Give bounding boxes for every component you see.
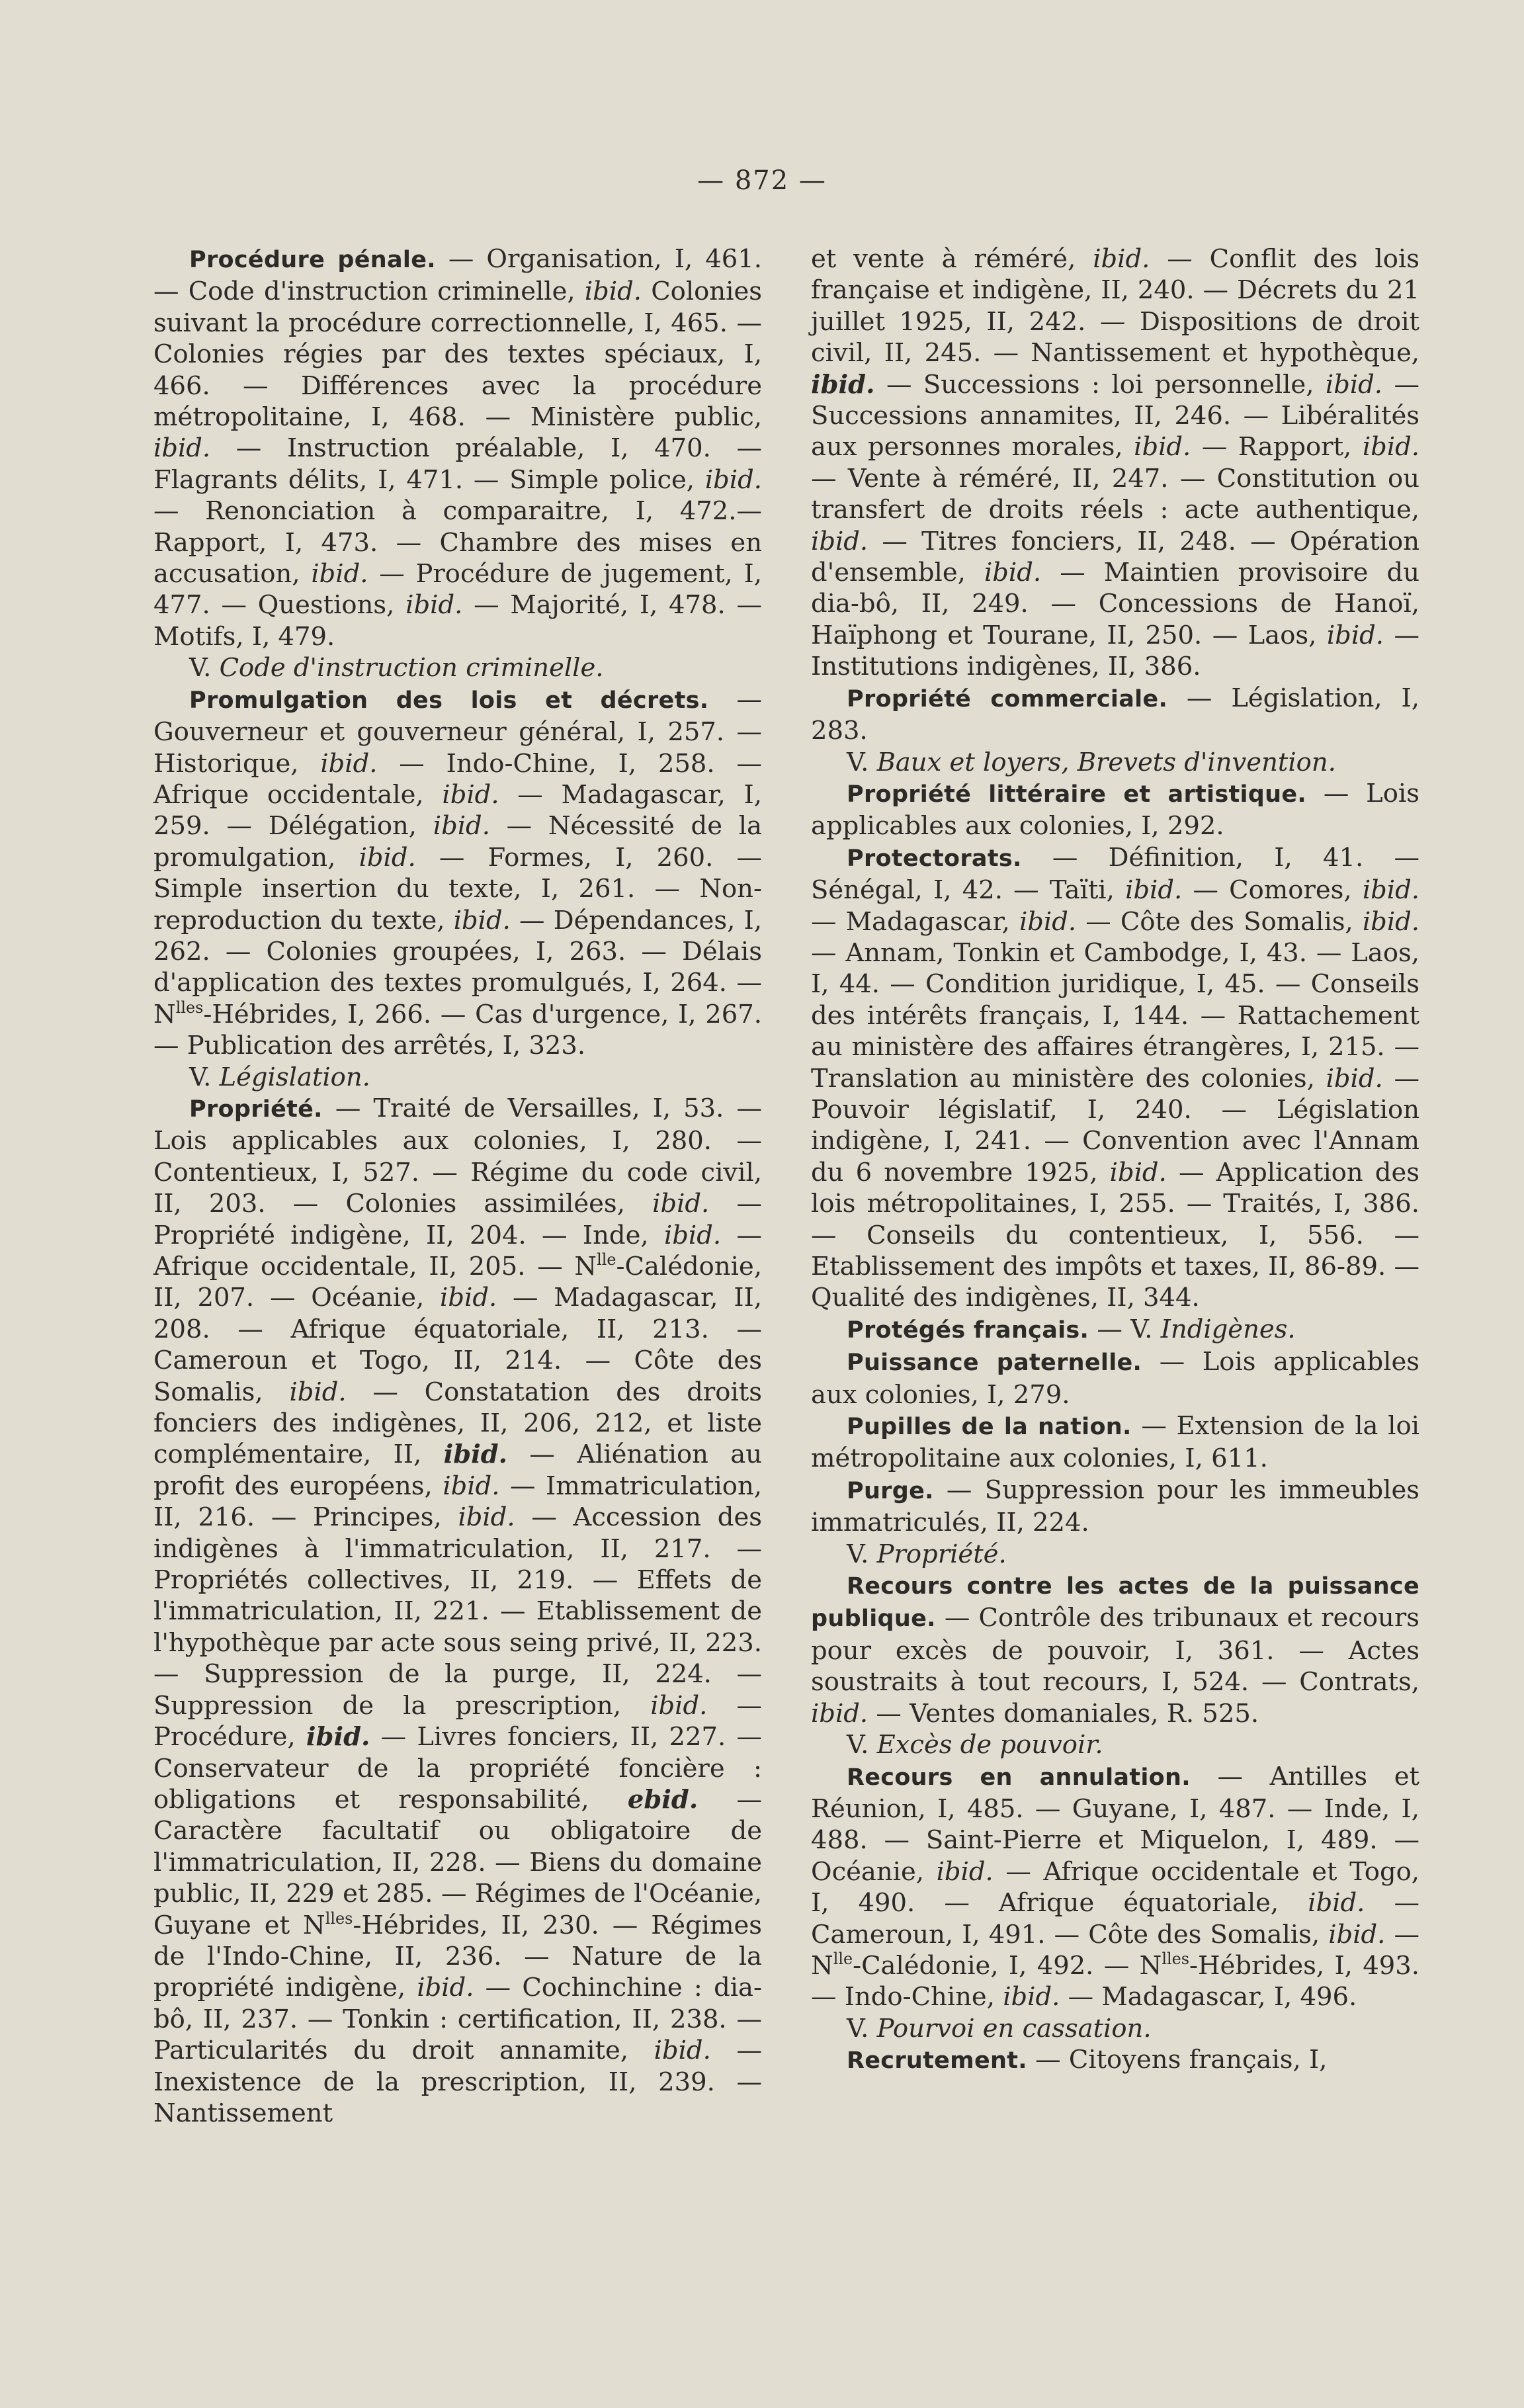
entry-heading: Recours contre les actes de la puissance publique. <box>811 1573 1419 1633</box>
index-entry-propriete: Propriété. — Traité de Versailles, I, 53. — Lois applicables aux colonies, I, 280. — Contentieux, I, 527. — Régime du code civil, II, 203. — Colonies assimilées, ibid. — Propriété indigène, II, 204. — Inde, ibid. — Afrique occidentale, II, 205. — $N^{lle}$-Calédonie, II, 207. — Océanie, ibid. — Madagascar, II, 208. — Afrique équatoriale, II, 213. — Cameroun et Togo, II, 214. — Côte des Somalis, ibid. — Constatation des droits fonciers des indigènes, II, 206, 212, et liste complémentaire, II, ibid. — Aliénation au profit des européens, ibid. — Immatriculation, II, 216. — Principes, ibid. — Accession des indigènes à l'immatriculation, II, 217. — Propriétés collectives, II, 219. — Effets de l'immatriculation, II, 221. — Etablissement de l'hypothèque par acte sous seing privé, II, 223. — Suppression de la purge, II, 224. — Suppression de la prescription, ibid. — Procédure, ibid. — Livres fonciers, II, 227. — Conservateur de la propriété foncière : obligations et responsabilité, ebid. — Caractère facultatif ou obligatoire de l'immatriculation, II, 228. — Biens du domaine public, II, 229 et 285. — Régimes de l'Océanie, Guyane et $N^{lles}$-Hébrides, II, 230. — Régimes de l'Indo-Chine, II, 236. — Nature de la propriété indigène, ibid. — Cochinchine : dia-bô, II, 237. — Tonkin : certification, II, 238. — Particularités du droit annamite, ibid. — Inexistence de la prescription, II, 239. — Nantissement <box>153 1093 763 2128</box>
page-number: — 872 — <box>697 165 827 196</box>
left-column <box>153 243 762 2129</box>
entry-heading: Puissance paternelle. <box>847 1350 1142 1377</box>
entry-heading: Pupilles de la nation. <box>847 1414 1132 1441</box>
index-entry-purge: Purge. — Suppression pour les immeubles immatriculés, II, 224. <box>811 1475 1419 1538</box>
entry-heading: Promulgation des lois et décrets. <box>189 687 709 714</box>
entry-heading: Recrutement. <box>847 2047 1027 2075</box>
index-entry-promulgation: Promulgation des lois et décrets. — Gouverneur et gouverneur général, I, 257. — Historique, ibid. — Indo-Chine, I, 258. — Afrique occidentale, ibid. — Madagascar, I, 259. — Délégation, ibid. — Nécessité de la promulgation, ibid. — Formes, I, 260. — Simple insertion du texte, I, 261. — Non-reproduction du texte, ibid. — Dépendances, I, 262. — Colonies groupées, I, 263. — Délais d'application des textes promulgués, I, 264. — $N^{lles}$-Hébrides, I, 266. — Cas d'urgence, I, 267. — Publication des arrêtés, I, 323. <box>153 684 763 1061</box>
index-entry-recrutement: Recrutement. — Citoyens français, I, <box>847 2045 1328 2075</box>
index-entry-puissance-paternelle: Puissance paternelle. — Lois applicables aux colonies, I, 279. <box>811 1347 1419 1410</box>
index-entry-recours-actes: Recours contre les actes de la puissance publique. — Contrôle des tribunaux et recours pour excès de pouvoir, I, 361. — Actes soustraits à tout recours, I, 524. — Contrats, ibid. — Ventes domaniales, R. 525. <box>811 1573 1419 1729</box>
see-also-line: V. Excès de pouvoir. <box>847 1730 1103 1760</box>
see-also-line: V. Pourvoi en cassation. <box>847 2013 1152 2043</box>
index-entry-propriete-litteraire: Propriété littéraire et artistique. — Lois applicables aux colonies, I, 292. <box>811 778 1419 841</box>
index-entry-procedure-penale: Procédure pénale. — Organisation, I, 461. — Code d'instruction criminelle, ibid. Colonies suivant la procédure correctionnelle, I, 465. — Colonies régies par des textes spéciaux, I, 466. — Différences avec la procédure métropolitaine, I, 468. — Ministère public, ibid. — Instruction préalable, I, 470. — Flagrants délits, I, 471. — Simple police, ibid. — Renonciation à comparaitre, I, 472.— Rapport, I, 473. — Chambre des mises en accusation, ibid. — Procédure de jugement, I, 477. — Questions, ibid. — Majorité, I, 478. — Motifs, I, 479. <box>153 244 763 652</box>
entry-heading: Propriété littéraire et artistique. <box>847 781 1307 808</box>
see-also-line: V. Législation. <box>189 1062 370 1092</box>
index-entry-proteges-francais: Protégés français. — V. Indigènes. <box>847 1314 1296 1344</box>
entry-heading: Propriété commerciale. <box>847 685 1168 712</box>
see-also-line: V. Code d'instruction criminelle. <box>189 653 604 683</box>
index-entry-pupilles-nation: Pupilles de la nation. — Extension de la loi métropolitaine aux colonies, I, 611. <box>811 1411 1419 1474</box>
index-entry-propriete-continued: et vente à réméré, ibid. — Conflit des lois française et indigène, II, 240. — Décrets du 21 juillet 1925, II, 242. — Dispositions de droit civil, II, 245. — Nantissement et hypothèque, ibid. — Successions : loi personnelle, ibid. — Successions annamites, II, 246. — Libéralités aux personnes morales, ibid. — Rapport, ibid. — Vente à réméré, II, 247. — Constitution ou transfert de droits réels : acte authentique, ibid. — Titres fonciers, II, 248. — Opération d'ensemble, ibid. — Maintien provisoire du dia-bô, II, 249. — Concessions de Hanoï, Haïphong et Tourane, II, 250. — Laos, ibid. — Institutions indigènes, II, 386. <box>811 244 1419 682</box>
entry-heading: Protectorats. <box>847 845 1022 872</box>
entry-heading: Recours en annulation. <box>847 1764 1191 1791</box>
see-also-line: V. Propriété. <box>847 1539 1007 1569</box>
entry-heading: Purge. <box>847 1477 934 1504</box>
entry-heading: Propriété. <box>189 1096 323 1123</box>
entry-heading: Procédure pénale. <box>189 247 436 273</box>
index-entry-propriete-commerciale: Propriété commerciale. — Législation, I, 283. <box>811 683 1419 746</box>
entry-heading: Protégés français. <box>847 1316 1089 1344</box>
index-entry-recours-annulation: Recours en annulation. — Antilles et Réunion, I, 485. — Guyane, I, 487. — Inde, I, 488. — Saint-Pierre et Miquelon, I, 489. — Océanie, ibid. — Afrique occidentale et Togo, I, 490. — Afrique équatoriale, ibid. — Cameroun, I, 491. — Côte des Somalis, ibid. — $N^{lle}$-Calédonie, I, 492. — $N^{lles}$-Hébrides, I, 493. — Indo-Chine, ibid. — Madagascar, I, 496. <box>811 1761 1419 2012</box>
index-entry-protectorats: Protectorats. — Définition, I, 41. — Sénégal, I, 42. — Taïti, ibid. — Comores, ibid. — Madagascar, ibid. — Côte des Somalis, ibid. — Annam, Tonkin et Cambodge, I, 43. — Laos, I, 44. — Condition juridique, I, 45. — Conseils des intérêts français, I, 144. — Rattachement au ministère des affaires étrangères, I, 215. — Translation au ministère des colonies, ibid. — Pouvoir législatif, I, 240. — Législation indigène, I, 241. — Convention avec l'Annam du 6 novembre 1925, ibid. — Application des lois métropolitaines, I, 255. — Traités, I, 386. — Conseils du contentieux, I, 556. — Etablissement des impôts et taxes, II, 86-89. — Qualité des indigènes, II, 344. <box>811 842 1420 1313</box>
see-also-line: V. Baux et loyers, Brevets d'invention. <box>847 747 1336 777</box>
right-column <box>811 243 1419 2077</box>
